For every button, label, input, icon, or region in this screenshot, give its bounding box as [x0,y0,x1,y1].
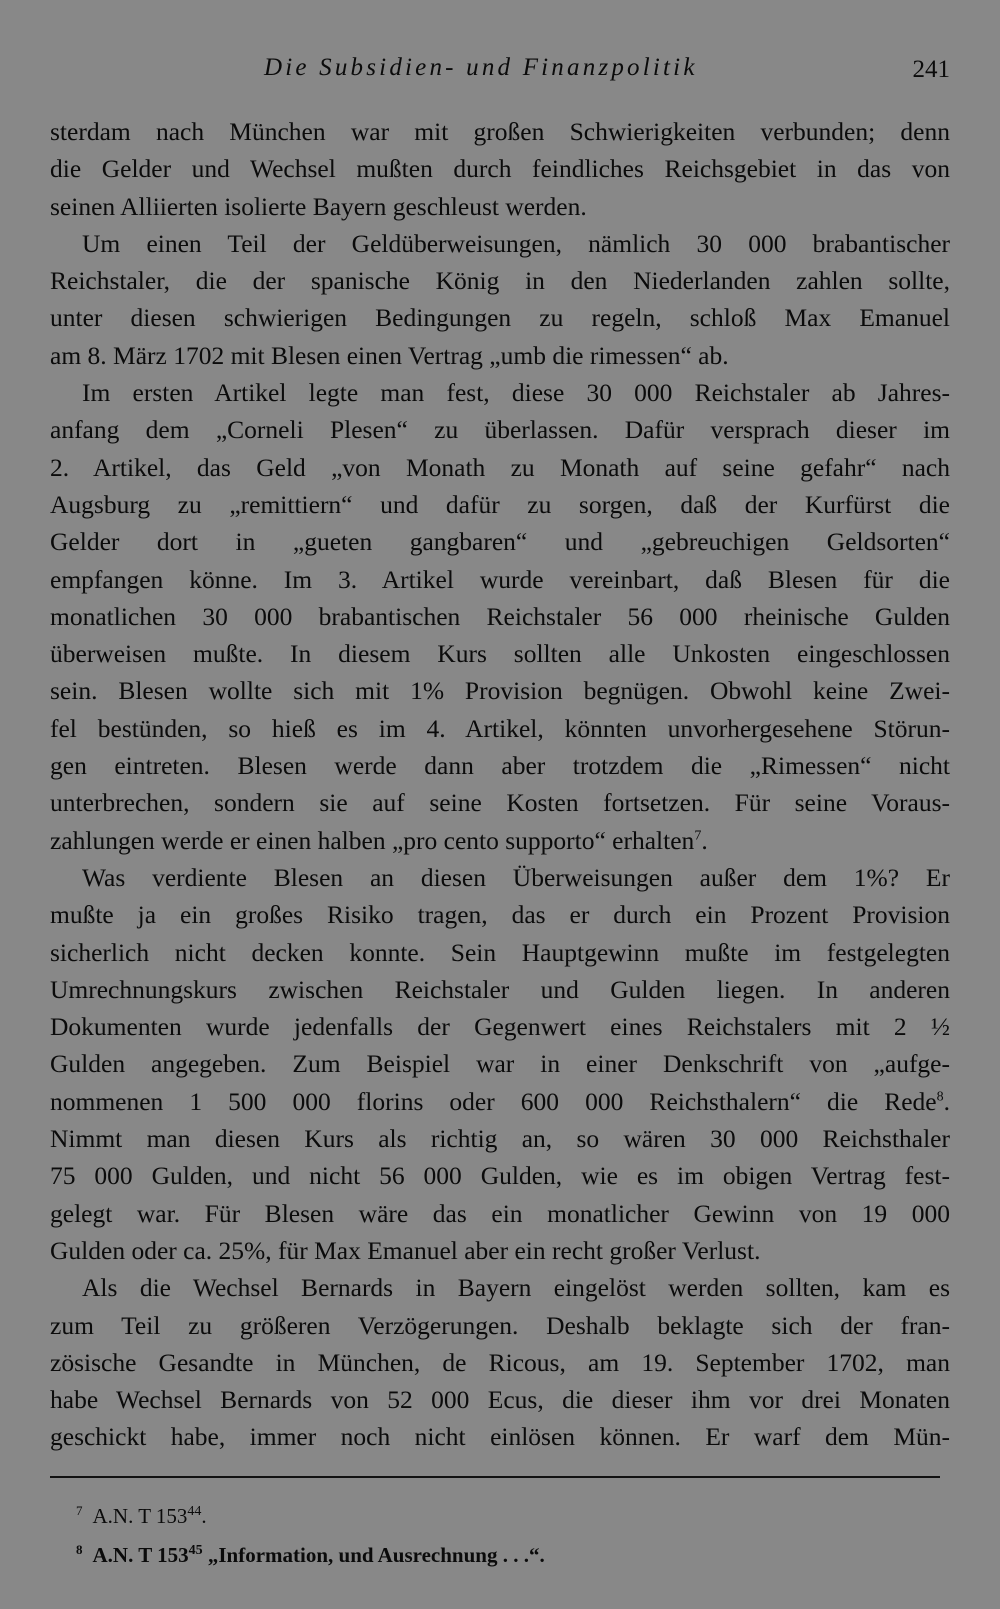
footnote-number: 7 [76,1503,83,1518]
footnote-source: A.N. T 153 [92,1504,188,1528]
text-line [50,113,950,150]
text-line-content: seinen Alliierten isolierte Bayern geschleust werden. [50,191,587,221]
text-line-content: Was verdiente Blesen an diesen Überweisungen außer dem 1%? Er [82,862,950,892]
text-line-content: Gelder dort in „gueten gangbaren“ und „gebreuchigen Geldsorten“ [50,527,950,557]
text-line [50,1418,950,1455]
text-line-content: Im ersten Artikel legte man fest, diese 30 000 Reichstaler ab Jahres- [82,378,950,408]
footnote [76,1533,946,1572]
text-line-content: Als die Wechsel Bernards in Bayern eingelöst werden sollten, kam es [82,1273,950,1303]
text-line-content: Reichstaler, die der spanische König in den Niederlanden zahlen sollte, [50,266,950,296]
text-line [50,1381,950,1418]
text-line [50,859,950,896]
text-line [50,1045,950,1082]
text-line [50,672,950,709]
page-number: 241 [912,56,950,83]
text-line [50,934,950,971]
text-line-content: habe Wechsel Bernards von 52 000 Ecus, die dieser ihm vor drei Monaten [50,1385,950,1415]
footnote-rest: . [201,1504,207,1528]
footnote-number: 8 [76,1542,83,1557]
text-line-content: Dokumenten wurde jedenfalls der Gegenwert eines Reichstalers mit 2 ½ [50,1012,950,1042]
text-line [50,561,950,598]
footnote-source-number: 45 [188,1543,203,1558]
footnote-source-number: 44 [187,1504,202,1519]
footnote-reference: 7 [694,828,702,844]
text-line-content: nommenen 1 500 000 florins oder 600 000 Reichsthalern“ die Rede [50,1086,937,1116]
footnote-rest: „Information, und Ausrechnung . . .“. [202,1543,545,1567]
footnotes [76,1494,946,1572]
text-line-content: die Gelder und Wechsel mußten durch feindliches Reichsgebiet in das von [50,154,950,184]
text-line [50,971,950,1008]
text-line [50,635,950,672]
text-line-punctuation: . [943,1086,950,1116]
text-line-content: zum Teil zu größeren Verzögerungen. Deshalb beklagte sich der fran- [50,1310,950,1340]
text-line-content: am 8. März 1702 mit Blesen einen Vertrag „umb die rimessen“ ab. [50,340,729,370]
text-line-content: sein. Blesen wollte sich mit 1% Provision begnügen. Obwohl keine Zwei- [50,676,950,706]
text-line-content: unter diesen schwierigen Bedingungen zu regeln, schloß Max Emanuel [50,303,950,333]
text-line [50,1157,950,1194]
text-line-content: sicherlich nicht decken konnte. Sein Hauptgewinn mußte im festgelegten [50,937,950,967]
text-line-content: sterdam nach München war mit großen Schwierigkeiten verbunden; denn [50,117,950,146]
text-line [50,449,950,486]
footnote-rule [50,1476,940,1478]
text-line-content: empfangen könne. Im 3. Artikel wurde vereinbart, daß Blesen für die [50,564,950,594]
text-line [50,1083,950,1120]
text-line-content: gen eintreten. Blesen werde dann aber trotzdem die „Rimessen“ nicht [50,751,950,781]
footnote-reference: 8 [936,1089,944,1105]
text-line [50,747,950,784]
text-line-content: 75 000 Gulden, und nicht 56 000 Gulden, wie es im obigen Vertrag fest- [50,1161,950,1191]
text-line [50,710,950,747]
text-line-punctuation: . [701,825,708,855]
text-line [50,1269,950,1306]
text-line-content: unterbrechen, sondern sie auf seine Kosten fortsetzen. Für seine Voraus- [50,788,950,818]
text-line-content: Um einen Teil der Geldüberweisungen, nämlich 30 000 brabantischer [82,228,950,258]
text-line-content: gelegt war. Für Blesen wäre das ein monatlicher Gewinn von 19 000 [50,1198,950,1228]
text-line-content: zahlungen werde er einen halben „pro cento supporto“ erhalten [50,825,695,855]
text-line-content: Umrechnungskurs zwischen Reichstaler und Gulden liegen. In anderen [50,974,950,1004]
text-line [50,822,950,859]
body-text [50,113,950,1456]
text-line-content: mußte ja ein großes Risiko tragen, das er durch ein Prozent Provision [50,900,950,930]
text-line [50,1008,950,1045]
text-line [50,299,950,336]
text-line-content: 2. Artikel, das Geld „von Monath zu Monath auf seine gefahr“ nach [50,452,950,482]
text-line [50,411,950,448]
text-line-content: anfang dem „Corneli Plesen“ zu überlassen. Dafür versprach dieser im [50,415,950,445]
running-title: Die Subsidien- und Finanzpolitik [264,54,698,81]
text-line [50,784,950,821]
text-line [50,896,950,933]
text-line [50,1232,950,1269]
text-line-content: Gulden oder ca. 25%, für Max Emanuel aber ein recht großer Verlust. [50,1235,761,1265]
text-line [50,150,950,187]
text-line [50,486,950,523]
text-line [50,1120,950,1157]
footnote-source: A.N. T 153 [92,1543,189,1567]
text-line-content: überweisen mußte. In diesem Kurs sollten alle Unkosten eingeschlossen [50,639,950,669]
text-line-content: Gulden angegeben. Zum Beispiel war in einer Denkschrift von „aufge- [50,1049,950,1079]
text-line [50,598,950,635]
text-line-content: Nimmt man diesen Kurs als richtig an, so wären 30 000 Reichsthaler [50,1124,950,1154]
text-line [50,1195,950,1232]
text-line [50,262,950,299]
text-line [50,225,950,262]
text-line-content: fel bestünden, so hieß es im 4. Artikel, könnten unvorhergesehene Störun- [50,713,950,743]
text-line [50,337,950,374]
text-line-content: geschickt habe, immer noch nicht einlösen können. Er warf dem Mün- [50,1422,950,1452]
text-line [50,1344,950,1381]
footnote [76,1494,946,1533]
text-line-content: zösische Gesandte in München, de Ricous, am 19. September 1702, man [50,1347,950,1377]
text-line-content: Augsburg zu „remittiern“ und dafür zu sorgen, daß der Kurfürst die [50,489,950,519]
page-header [50,54,950,94]
text-line [50,374,950,411]
text-line-content: monatlichen 30 000 brabantischen Reichstaler 56 000 rheinische Gulden [50,601,950,631]
text-line [50,523,950,560]
text-line [50,188,950,225]
text-line [50,1307,950,1344]
